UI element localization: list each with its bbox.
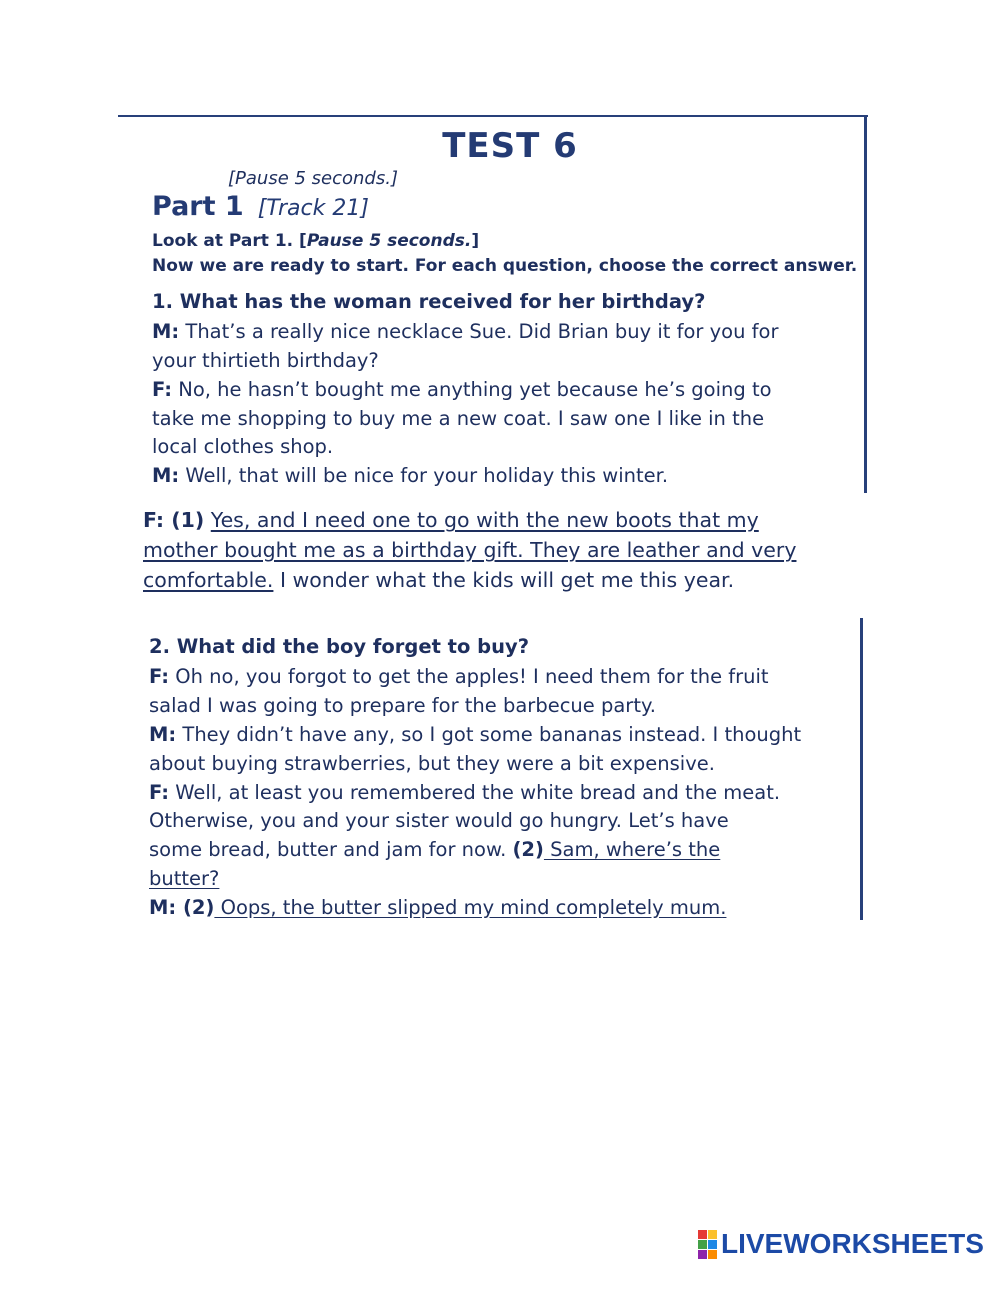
instruction-line-2: Now we are ready to start. For each question, choose the correct answer.	[152, 256, 858, 276]
dialogue-line: M: (2) Oops, the butter slipped my mind completely mum.	[149, 896, 727, 919]
liveworksheets-logo	[698, 1228, 984, 1260]
frame-right-rule	[864, 117, 867, 493]
logo-icon	[698, 1230, 717, 1259]
logo-text: LIVEWORKSHEETS	[721, 1228, 984, 1259]
answer-1-line-1: F: (1) Yes, and I need one to go with the new boots that my	[143, 508, 759, 532]
dialogue-line: local clothes shop.	[152, 435, 334, 458]
dialogue-line: Otherwise, you and your sister would go hungry. Let’s have	[149, 809, 729, 832]
answer-1-line-2: mother bought me as a birthday gift. They are leather and very	[143, 538, 797, 562]
part-heading	[152, 191, 369, 222]
frame-top-rule	[118, 115, 868, 117]
question-2: 2. What did the boy forget to buy?	[149, 635, 530, 658]
dialogue-line: some bread, butter and jam for now. (2) Sam, where’s the	[149, 838, 721, 861]
dialogue-line: take me shopping to buy me a new coat. I saw one I like in the	[152, 407, 765, 430]
dialogue-line: M: Well, that will be nice for your holiday this winter.	[152, 464, 669, 487]
dialogue-line: salad I was going to prepare for the barbecue party.	[149, 694, 656, 717]
dialogue-line: M: That’s a really nice necklace Sue. Did Brian buy it for you for	[152, 320, 779, 343]
frame-right-rule-2	[860, 618, 863, 920]
answer-1-line-3: comfortable. I wonder what the kids will get me this year.	[143, 568, 735, 592]
pause-note: [Pause 5 seconds.]	[228, 168, 398, 189]
part-label: Part 1	[152, 191, 244, 222]
dialogue-line: butter?	[149, 867, 220, 890]
dialogue-line: F: No, he hasn’t bought me anything yet because he’s going to	[152, 378, 772, 401]
instruction-line-1: Look at Part 1. [Pause 5 seconds.]	[152, 231, 480, 251]
dialogue-line: M: They didn’t have any, so I got some bananas instead. I thought	[149, 723, 802, 746]
question-1: 1. What has the woman received for her birthday?	[152, 290, 706, 313]
page-title: TEST 6	[442, 126, 578, 166]
dialogue-line: your thirtieth birthday?	[152, 349, 379, 372]
dialogue-line: about buying strawberries, but they were a bit expensive.	[149, 752, 715, 775]
track-label: [Track 21]	[257, 196, 369, 221]
dialogue-line: F: Oh no, you forgot to get the apples! I need them for the fruit	[149, 665, 769, 688]
dialogue-line: F: Well, at least you remembered the white bread and the meat.	[149, 781, 781, 804]
